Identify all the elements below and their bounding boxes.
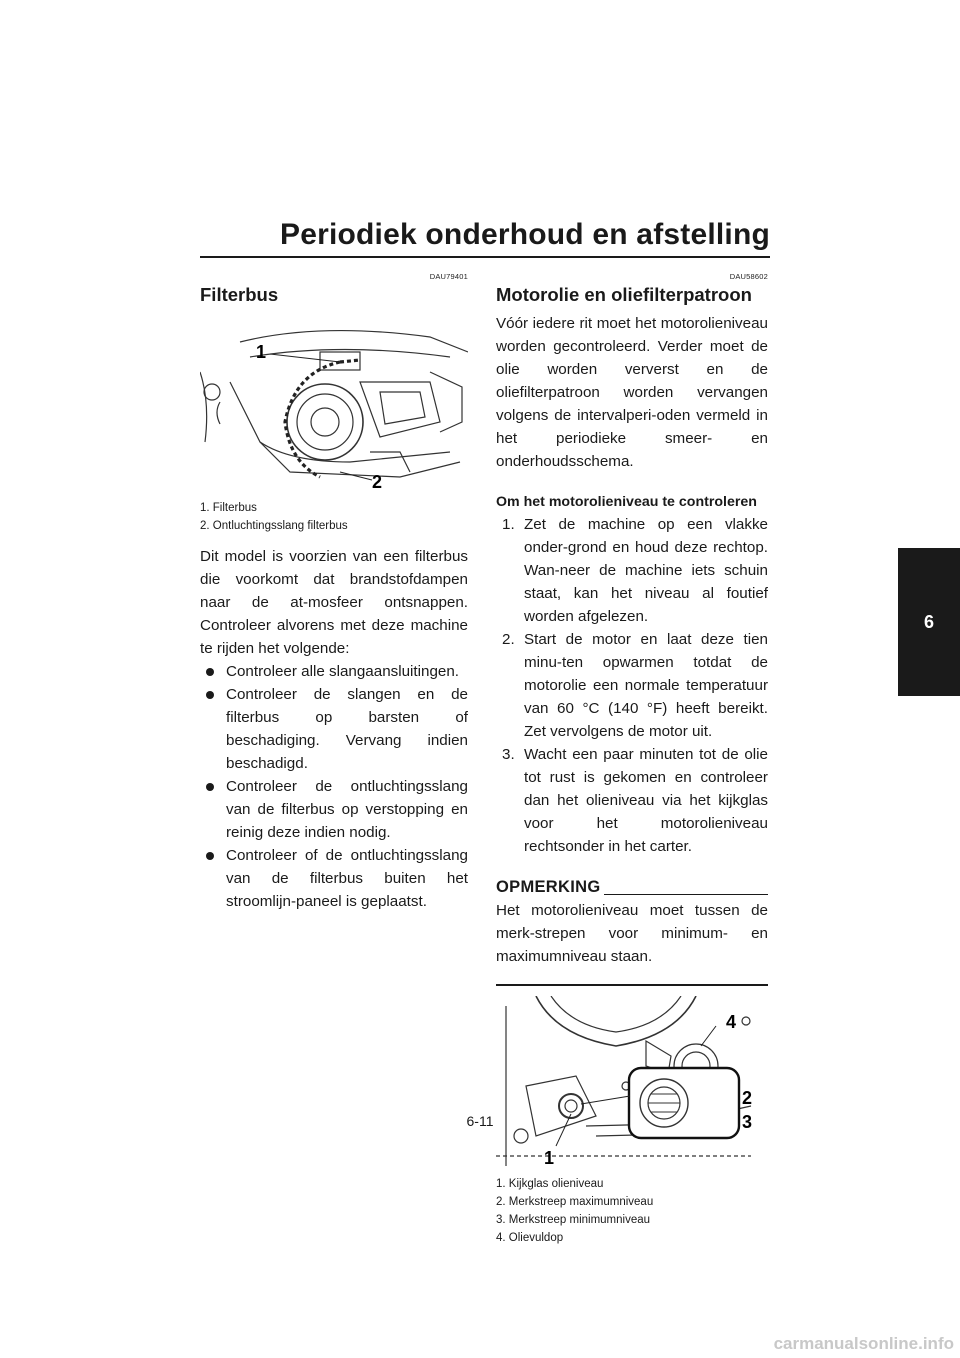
callout-1: 1 (544, 1147, 555, 1166)
section-code: DAU79401 (429, 272, 468, 281)
figure-caption (200, 499, 468, 535)
intro-paragraph: Vóór iedere rit moet het motorolieniveau worden gecontroleerd. Verder moet de olie worden ververst en de oliefilterpatroon worden vervangen volgens de intervalperi-oden vermeld in het periodieke smeer- en onderhoudsschema. (496, 315, 768, 470)
callout-3: 3 (742, 1111, 753, 1132)
intro-paragraph: Dit model is voorzien van een filterbus die voorkomt dat brandstofdampen naar de at-mosfeer ontsnappen. Controleer alvorens met deze machine te rijden het volgende: (200, 548, 468, 657)
caption-item: 1. Kijkglas olieniveau (496, 1177, 604, 1190)
caption-item: 4. Olievuldop (496, 1231, 564, 1244)
page-title: Periodiek onderhoud en afstelling (280, 218, 770, 251)
right-column (496, 272, 768, 1247)
subheading: Om het motorolieniveau te controleren (496, 494, 757, 510)
caption-item: 1. Filterbus (200, 502, 257, 514)
callout-4: 4 (726, 1011, 737, 1032)
page-number: 6-11 (466, 1113, 494, 1129)
note-heading: OPMERKING (496, 876, 768, 899)
left-column (200, 272, 468, 913)
list-item: Controleer alle slangaansluitingen. (200, 660, 468, 683)
caption-item: 2. Ontluchtingsslang filterbus (200, 520, 348, 532)
list-item: 3. Wacht een paar minuten tot de olie tot rust is gekomen en controleer dan het olieniveau via het kijkglas voor het motorolieniveau rechtsonder in het carter. (502, 746, 768, 855)
bullet-icon (206, 852, 214, 860)
section-code: DAU58602 (729, 272, 768, 281)
caption-item: 3. Merkstreep minimumniveau (496, 1213, 651, 1226)
callout-1: 1 (256, 342, 267, 362)
oil-level-illustration (496, 996, 756, 1166)
note-text: Het motorolieniveau moet tussen de merk-strepen voor minimum- en maximumniveau staan. (496, 902, 768, 965)
list-item: 2. Start de motor en laat deze tien minu-ten opwarmen totdat de motorolie een normale temperatuur van 60 °C (140 °F) heeft bereikt. Zet vervolgens de motor uit. (502, 631, 768, 740)
caption-item: 2. Merkstreep maximumniveau (496, 1195, 654, 1208)
canister-illustration (200, 312, 468, 490)
steps-list (496, 513, 768, 858)
note-rule (496, 984, 768, 986)
callout-2: 2 (372, 472, 383, 490)
canister-figure (200, 312, 468, 497)
bullet-icon (206, 668, 214, 676)
watermark: carmanualsonline.info (773, 1334, 954, 1353)
list-item: Controleer de ontluchtingsslang van de filterbus op verstopping en reinig deze indien nodig. (200, 775, 468, 844)
section-heading: Motorolie en oliefilterpatroon (496, 284, 752, 305)
bullet-icon (206, 783, 214, 791)
bullet-icon (206, 691, 214, 699)
callout-2: 2 (742, 1087, 753, 1108)
list-item: 1. Zet de machine op een vlakke onder-grond en houd deze rechtop. Wan-neer de machine iets schuin staat, kan het niveau al foutief worden afgelezen. (502, 516, 768, 625)
chapter-tab: 6 (898, 548, 960, 696)
section-heading: Filterbus (200, 284, 279, 305)
title-rule (200, 256, 770, 258)
figure-caption (496, 1175, 768, 1247)
list-item: Controleer de slangen en de filterbus op barsten of beschadiging. Vervang indien beschadigd. (200, 683, 468, 775)
list-item: Controleer of de ontluchtingsslang van de filterbus buiten het stroomlijn-paneel is geplaatst. (200, 844, 468, 913)
oil-level-figure (496, 996, 768, 1173)
checklist (200, 660, 468, 913)
